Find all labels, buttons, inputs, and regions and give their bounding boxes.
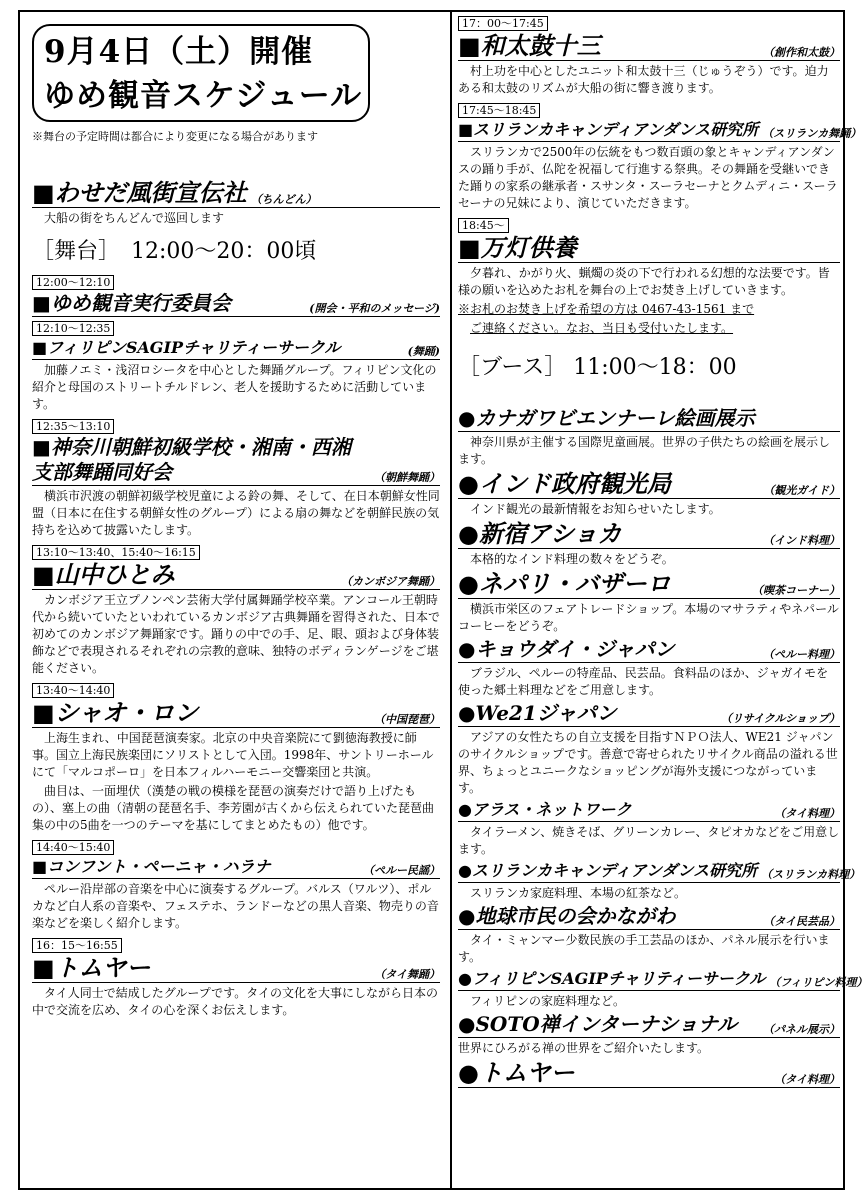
booth-head [458, 570, 840, 599]
booth-head [458, 1059, 840, 1088]
booth-head [458, 1012, 840, 1038]
booth-tag: （スリランカ料理） [761, 868, 861, 881]
act-time: 16：15〜16:55 [32, 938, 122, 953]
act-head [32, 561, 440, 590]
parade-head [32, 179, 440, 208]
act-name: ■万灯供養 [458, 233, 577, 262]
act-name: ■トムヤー [32, 953, 151, 982]
booth-desc: 本格的なインド料理の数々をどうぞ。 [470, 552, 674, 566]
right-column [458, 12, 868, 1088]
act-desc: スリランカで2500年の伝統をもつ数百頭の象とキャンディアンダンスの踊り手が、仏陀を祝福して行進する祭典。その舞踊を受継いできた踊りの家系の継承者・スサンタ・スーラセーナとクムディニ・スーラセーナの兄妹により、演じていただきます。 [458, 145, 838, 210]
booth-desc: アジアの女性たちの自立支援を目指すＮＰＯ法人、WE21 ジャパンのサイクルショップです。善意で寄せられたリサイクル商品の溢れる世界、ちょっとユニークなショッピングが海外支援につながっています。 [458, 730, 838, 795]
act-head [32, 954, 440, 983]
act-time: 13:40〜14:40 [32, 683, 114, 698]
booth-desc: 世界にひろがる禅の世界をご紹介いたします。 [458, 1041, 710, 1055]
act-head [32, 699, 440, 728]
booth-head [458, 799, 840, 822]
act-desc: 横浜市沢渡の朝鮮初級学校児童による鈴の舞、そして、在日本朝鮮女性同盟（日本に在住する朝鮮女性のグループ）による扇の舞などを朝鮮民族の気持ちを込めて披露いたします。 [32, 489, 440, 537]
booth-tag: （フィリピン料理） [769, 976, 868, 989]
booth-name: ●カナガワビエンナーレ絵画展示 [458, 406, 755, 430]
booth-head [458, 520, 840, 549]
act-desc: 上海生まれ、中国琵琶演奏家。北京の中央音楽院にて劉徳海教授に師事。国立上海民族楽団にソリストとして入団。1998年、サントリーホールにて「マルコポーロ」を日本フィルハーモニー交響楽団と共演。 [32, 731, 434, 779]
act-name: ■神奈川朝鮮初級学校・湘南・西湘支部舞踊同好会 [32, 435, 351, 484]
act-head [32, 435, 440, 486]
booth-name: ●地球市民の会かながわ [458, 904, 676, 928]
booth-tag: （喫茶コーナー） [752, 584, 840, 597]
booth-desc: スリランカ家庭料理、本場の紅茶など。 [470, 886, 687, 900]
booth-name: ●トムヤー [458, 1058, 575, 1087]
booth-tag: （タイ料理） [774, 1073, 840, 1086]
act-name: ■フィリピンSAGIPチャリティーサークル [32, 338, 341, 357]
act-tag: （中国琵琶） [374, 713, 440, 726]
parade-name: ■わせだ風街宣伝社 [32, 178, 247, 207]
act-head [458, 119, 862, 142]
ofuda-note: ※お札のお焚き上げを希望の方は 0467-43-1561 まで [458, 302, 755, 316]
booth-head [458, 860, 861, 883]
act-head [458, 234, 840, 263]
act-tag: （ペルー民謡） [363, 864, 440, 877]
booth-desc: タイ・ミャンマー少数民族の手工芸品のほか、パネル展示を行います。 [458, 933, 830, 964]
booth-tag: （ペルー料理） [763, 648, 840, 661]
act-tag: (舞踊) [407, 345, 440, 358]
booth-desc: タイラーメン、焼きそば、グリーンカレー、タピオカなどをご用意します。 [458, 825, 840, 856]
booth-head [458, 637, 840, 663]
act-head [32, 856, 440, 879]
act-time: 12:35〜13:10 [32, 419, 114, 434]
act-time: 14:40〜15:40 [32, 840, 114, 855]
act-head [458, 32, 840, 61]
booth-name: ●SOTO禅インターナショナル [458, 1012, 738, 1036]
booth-tag: （タイ料理） [774, 807, 840, 820]
act-time: 12:00〜12:10 [32, 275, 114, 290]
booth-desc: 神奈川県が主催する国際児童画展。世界の子供たちの絵画を展示します。 [458, 435, 831, 466]
booth-head [458, 701, 840, 727]
act-desc: 村上功を中心としたユニット和太鼓十三（じゅうぞう）です。迫力ある和太鼓のリズムが大船の街に響き渡ります。 [458, 64, 829, 95]
act-head [32, 337, 440, 360]
stage-heading: ［舞台］ 12:00〜20：00頃 [32, 239, 317, 264]
act-tag: （スリランカ舞踊） [762, 127, 862, 140]
booth-name: ●ネパリ・バザーロ [458, 569, 671, 598]
act-name: ■山中ひとみ [32, 560, 175, 589]
booth-desc: 横浜市栄区のフェアトレードショップ。本場のマサラティやネパールコーヒーをどうぞ。 [458, 602, 839, 633]
act-tag: （朝鮮舞踊） [374, 471, 440, 484]
parade-desc: 大船の街をちんどんで巡回します [44, 211, 225, 225]
booth-name: ●新宿アショカ [458, 519, 622, 548]
act-time: 17:45〜18:45 [458, 103, 540, 118]
booth-name: ●スリランカキャンディアンダンス研究所 [458, 861, 758, 880]
act-desc: 加藤ノエミ・浅沼ロシータを中心とした舞踊グループ。フィリピン文化の紹介と母国のストリートチルドレン、老人を援助するために活動しています。 [32, 363, 437, 411]
booth-tag: （観光ガイド） [763, 484, 840, 497]
booth-desc: ブラジル、ペルーの特産品、民芸品。食料品のほか、ジャガイモを使った郷土料理などをご用意します。 [458, 666, 829, 697]
act-name: ■和太鼓十三 [458, 31, 601, 60]
booth-name: ●フィリピンSAGIPチャリティーサークル [458, 969, 766, 988]
act-time: 13:10〜13:40、15:40〜16:15 [32, 545, 200, 560]
schedule-note: ※舞台の予定時間は都合により変更になる場合があります [32, 130, 318, 143]
act-head [32, 291, 440, 317]
act-tag: （創作和太鼓） [763, 46, 840, 59]
title-box [32, 24, 370, 122]
booth-tag: （タイ民芸品） [763, 915, 840, 928]
act-tag: (開会・平和のメッセージ) [309, 302, 440, 315]
act-name: ■コンフント・ペーニャ・ハラナ [32, 857, 271, 876]
act-name: ■スリランカキャンディアンダンス研究所 [458, 120, 759, 139]
act-time: 17：00〜17:45 [458, 16, 548, 31]
act-time: 12:10〜12:35 [32, 321, 114, 336]
booth-head [458, 968, 868, 991]
column-divider [450, 12, 452, 1188]
booth-head [458, 904, 840, 930]
booth-name: ●アラス・ネットワーク [458, 800, 632, 819]
booth-tag: （リサイクルショップ） [720, 712, 840, 725]
act-name: ■ゆめ観音実行委員会 [32, 291, 231, 315]
act-desc-2: 曲目は、一面埋伏（漢楚の戦の模様を琵琶の演奏だけで語り上げたもの）、塞上の曲（清朝の琵琶名手、李芳園が古くから伝えられていた琵琶曲集の中の5曲を一つのテーマを基にしてまとめたもの）他です。 [32, 784, 435, 832]
booth-desc: フィリピンの家庭料理など。 [470, 994, 626, 1008]
act-desc: 夕暮れ、かがり火、蝋燭の炎の下で行われる幻想的な法要です。皆様の願いを込めたお札を舞台の上でお焚き上げしていきます。 [458, 266, 830, 297]
title-date: 9月4日（土）開催 [44, 34, 314, 70]
act-time: 18:45〜 [458, 218, 509, 233]
act-tag: （カンボジア舞踊） [341, 575, 440, 588]
booth-name: ●We21ジャパン [458, 701, 617, 725]
act-desc: ペルー沿岸部の音楽を中心に演奏するグループ。バルス（ワルツ）、ポルカなど白人系の音楽や、フェステホ、ランドーなどの黒人音楽、物売りの音楽などを楽しく紹介します。 [32, 882, 439, 930]
booth-tag: （パネル展示） [763, 1023, 840, 1036]
booth-tag: （インド料理） [763, 534, 840, 547]
booth-name: ●キョウダイ・ジャパン [458, 637, 675, 661]
booth-head [458, 406, 840, 432]
act-tag: （タイ舞踊） [374, 968, 440, 981]
title-main: ゆめ観音スケジュール [44, 78, 363, 114]
booth-desc: インド観光の最新情報をお知らせいたします。 [470, 502, 721, 516]
act-desc: タイ人同士で結成したグループです。タイの文化を大事にしながら日本の中で交流を広め、タイの心を深くお伝えします。 [32, 986, 438, 1017]
booth-heading: ［ブース］ 11:00〜18：00 [458, 355, 737, 380]
booth-head [458, 470, 840, 499]
act-name: ■シャオ・ロン [32, 698, 199, 727]
parade-tag: （ちんどん） [250, 193, 317, 206]
schedule-page [18, 10, 868, 1190]
booth-name: ●インド政府観光局 [458, 469, 671, 498]
ofuda-note-2: ご連絡ください。なお、当日も受付いたします。 [470, 321, 734, 335]
act-desc: カンボジア王立プノンペン芸術大学付属舞踊学校卒業。アンコール王朝時代から続いていたといわれているカンボジア古典舞踊を習得された、日本で初めてのカンボジア舞踊家です。踊りの中での手、足、眼、頭および身体装飾などで表現されるそれぞれの宗教的意味、独特のボディランゲージをご堪能ください。 [32, 593, 441, 675]
left-column [32, 12, 440, 1021]
